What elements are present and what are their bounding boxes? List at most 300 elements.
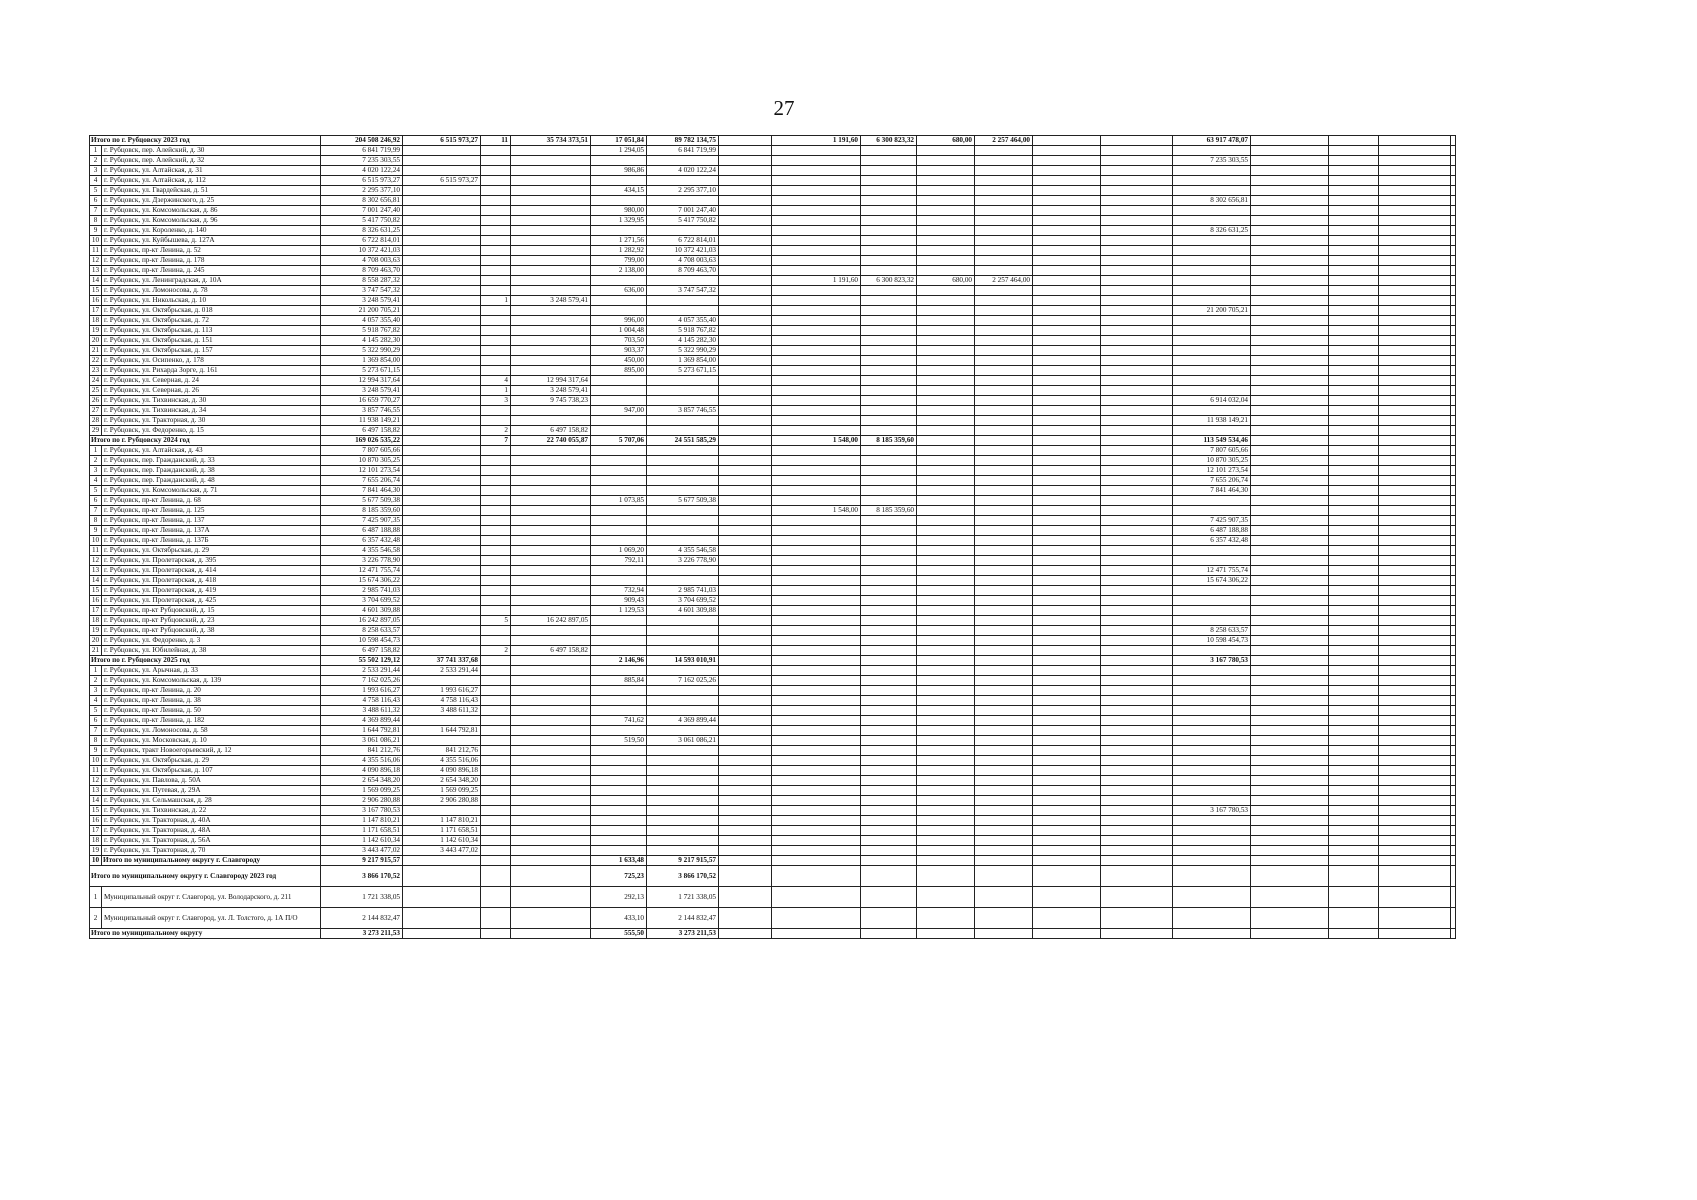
value-cell (1379, 356, 1451, 366)
address-cell: г. Рубцовск, ул. Федоренко, д. 3 (102, 636, 321, 646)
value-cell (481, 806, 511, 816)
value-cell (481, 696, 511, 706)
value-cell (403, 616, 481, 626)
value-cell: 909,43 (591, 596, 647, 606)
value-cell (1101, 826, 1173, 836)
value-cell: 3 167 780,53 (1173, 806, 1251, 816)
value-cell (1329, 526, 1379, 536)
value-cell (861, 346, 917, 356)
value-cell: 1 171 658,51 (403, 826, 481, 836)
value-cell: 4 090 896,18 (321, 766, 403, 776)
row-index: 17 (90, 826, 102, 836)
value-cell (591, 616, 647, 626)
value-cell (1451, 856, 1456, 866)
value-cell: 4 020 122,24 (321, 166, 403, 176)
value-cell (1251, 136, 1329, 146)
value-cell (861, 666, 917, 676)
table-row (90, 666, 1456, 676)
value-cell (917, 866, 975, 887)
value-cell (1033, 756, 1101, 766)
value-cell: 4 020 122,24 (647, 166, 719, 176)
value-cell (861, 316, 917, 326)
value-cell (719, 766, 772, 776)
address-cell: г. Рубцовск, ул. Ломоносова, д. 78 (102, 286, 321, 296)
value-cell (1329, 826, 1379, 836)
value-cell (772, 356, 861, 366)
value-cell (1033, 566, 1101, 576)
value-cell: 15 674 306,22 (1173, 576, 1251, 586)
value-cell (1101, 766, 1173, 776)
value-cell (481, 726, 511, 736)
value-cell (1033, 196, 1101, 206)
value-cell (719, 536, 772, 546)
address-cell: г. Рубцовск, ул. Октябрьская, д. 018 (102, 306, 321, 316)
value-cell (1251, 186, 1329, 196)
value-cell (772, 286, 861, 296)
value-cell (1379, 496, 1451, 506)
value-cell (1101, 406, 1173, 416)
value-cell (772, 386, 861, 396)
value-cell (917, 606, 975, 616)
value-cell: 1 142 610,34 (403, 836, 481, 846)
value-cell (719, 376, 772, 386)
value-cell (1173, 726, 1251, 736)
value-cell (917, 566, 975, 576)
value-cell (511, 156, 591, 166)
value-cell (1173, 696, 1251, 706)
value-cell (917, 476, 975, 486)
value-cell (1329, 726, 1379, 736)
value-cell (1033, 596, 1101, 606)
row-index: 26 (90, 396, 102, 406)
value-cell (772, 929, 861, 939)
value-cell (481, 226, 511, 236)
address-cell: г. Рубцовск, ул. Арычная, д. 33 (102, 666, 321, 676)
value-cell (1251, 456, 1329, 466)
row-index: 8 (90, 736, 102, 746)
value-cell (403, 446, 481, 456)
value-cell (861, 908, 917, 929)
value-cell: 12 994 317,64 (321, 376, 403, 386)
value-cell (861, 606, 917, 616)
value-cell (403, 866, 481, 887)
value-cell (511, 566, 591, 576)
value-cell (1101, 716, 1173, 726)
value-cell (1379, 826, 1451, 836)
value-cell (1101, 846, 1173, 856)
value-cell (917, 756, 975, 766)
value-cell (1101, 606, 1173, 616)
value-cell: 1 147 810,21 (403, 816, 481, 826)
value-cell (1451, 306, 1456, 316)
value-cell (1033, 706, 1101, 716)
value-cell (1379, 516, 1451, 526)
value-cell (975, 166, 1033, 176)
value-cell (1379, 286, 1451, 296)
value-cell (511, 456, 591, 466)
value-cell (1033, 136, 1101, 146)
value-cell (719, 246, 772, 256)
value-cell (1173, 866, 1251, 887)
value-cell (1101, 426, 1173, 436)
value-cell: 3 488 611,32 (403, 706, 481, 716)
address-cell: г. Рубцовск, пер. Гражданский, д. 48 (102, 476, 321, 486)
value-cell (591, 446, 647, 456)
value-cell (591, 636, 647, 646)
value-cell (511, 766, 591, 776)
value-cell (719, 686, 772, 696)
value-cell (772, 346, 861, 356)
value-cell (772, 236, 861, 246)
value-cell (1379, 706, 1451, 716)
value-cell (647, 426, 719, 436)
value-cell (591, 816, 647, 826)
value-cell (975, 376, 1033, 386)
value-cell (403, 466, 481, 476)
value-cell (1033, 466, 1101, 476)
value-cell (975, 796, 1033, 806)
value-cell (975, 586, 1033, 596)
table-row (90, 756, 1456, 766)
value-cell (1101, 556, 1173, 566)
value-cell (719, 566, 772, 576)
value-cell (861, 776, 917, 786)
value-cell (1033, 496, 1101, 506)
value-cell (1101, 306, 1173, 316)
value-cell (591, 756, 647, 766)
value-cell (1451, 136, 1456, 146)
value-cell: 434,15 (591, 186, 647, 196)
value-cell: 3 857 746,55 (321, 406, 403, 416)
row-index: 18 (90, 316, 102, 326)
value-cell (1173, 596, 1251, 606)
value-cell (1451, 336, 1456, 346)
value-cell (1251, 726, 1329, 736)
value-cell (719, 176, 772, 186)
total-label: Итого по муниципальному округу (90, 929, 321, 939)
value-cell: 6 841 719,99 (321, 146, 403, 156)
table-row (90, 156, 1456, 166)
value-cell (647, 386, 719, 396)
value-cell (975, 736, 1033, 746)
value-cell (719, 166, 772, 176)
value-cell: 6 515 973,27 (321, 176, 403, 186)
value-cell (1101, 166, 1173, 176)
value-cell (719, 666, 772, 676)
value-cell (1251, 887, 1329, 908)
value-cell (1033, 176, 1101, 186)
value-cell (861, 496, 917, 506)
value-cell (917, 526, 975, 536)
value-cell (647, 526, 719, 536)
value-cell: 519,50 (591, 736, 647, 746)
value-cell (1451, 756, 1456, 766)
value-cell (481, 546, 511, 556)
value-cell (1379, 266, 1451, 276)
address-cell: г. Рубцовск, ул. Алтайская, д. 112 (102, 176, 321, 186)
value-cell (1379, 376, 1451, 386)
value-cell (1033, 786, 1101, 796)
value-cell (1379, 636, 1451, 646)
table-row (90, 206, 1456, 216)
value-cell (772, 908, 861, 929)
value-cell (511, 476, 591, 486)
value-cell (1173, 606, 1251, 616)
value-cell: 4 145 282,30 (321, 336, 403, 346)
value-cell: 1 548,00 (772, 436, 861, 446)
value-cell: 947,00 (591, 406, 647, 416)
value-cell (917, 196, 975, 206)
value-cell (975, 496, 1033, 506)
value-cell (1379, 256, 1451, 266)
value-cell (861, 356, 917, 366)
value-cell (861, 226, 917, 236)
value-cell (719, 929, 772, 939)
value-cell (975, 676, 1033, 686)
value-cell (1251, 466, 1329, 476)
value-cell (481, 406, 511, 416)
value-cell (975, 908, 1033, 929)
value-cell (403, 426, 481, 436)
row-index: 4 (90, 176, 102, 186)
value-cell: 3 061 086,21 (647, 736, 719, 746)
value-cell (1451, 206, 1456, 216)
address-cell: г. Рубцовск, ул. Октябрьская, д. 107 (102, 766, 321, 776)
value-cell (1379, 326, 1451, 336)
value-cell (772, 756, 861, 766)
value-cell (1329, 766, 1379, 776)
value-cell (1329, 356, 1379, 366)
value-cell (975, 636, 1033, 646)
value-cell (511, 536, 591, 546)
value-cell (772, 326, 861, 336)
value-cell (1033, 696, 1101, 706)
table-row (90, 716, 1456, 726)
value-cell: 8 258 633,57 (1173, 626, 1251, 636)
value-cell (917, 256, 975, 266)
value-cell (772, 186, 861, 196)
value-cell: 11 (481, 136, 511, 146)
value-cell: 4 369 899,44 (321, 716, 403, 726)
value-cell (1379, 676, 1451, 686)
address-cell: г. Рубцовск, ул. Алтайская, д. 31 (102, 166, 321, 176)
value-cell (917, 436, 975, 446)
value-cell (1329, 366, 1379, 376)
value-cell (975, 716, 1033, 726)
value-cell (1379, 546, 1451, 556)
value-cell: 2 654 348,20 (321, 776, 403, 786)
row-index: 12 (90, 556, 102, 566)
row-index: 13 (90, 566, 102, 576)
table-row (90, 616, 1456, 626)
row-index: 5 (90, 486, 102, 496)
value-cell (1033, 396, 1101, 406)
value-cell (975, 426, 1033, 436)
value-cell (403, 908, 481, 929)
value-cell (591, 686, 647, 696)
row-index: 12 (90, 776, 102, 786)
value-cell (511, 366, 591, 376)
value-cell (1173, 736, 1251, 746)
value-cell (1251, 929, 1329, 939)
value-cell (481, 366, 511, 376)
value-cell (1251, 676, 1329, 686)
total-row (90, 656, 1456, 666)
value-cell (1033, 216, 1101, 226)
value-cell (917, 908, 975, 929)
value-cell (772, 626, 861, 636)
row-index: 3 (90, 466, 102, 476)
value-cell (1173, 836, 1251, 846)
value-cell (1329, 546, 1379, 556)
table-row (90, 326, 1456, 336)
value-cell (1329, 786, 1379, 796)
row-index: 10 (90, 856, 102, 866)
value-cell (1033, 556, 1101, 566)
value-cell (861, 486, 917, 496)
value-cell (1101, 836, 1173, 846)
value-cell (1379, 746, 1451, 756)
value-cell (511, 316, 591, 326)
value-cell (1033, 456, 1101, 466)
value-cell (1033, 166, 1101, 176)
value-cell (975, 686, 1033, 696)
value-cell (861, 146, 917, 156)
value-cell (975, 486, 1033, 496)
value-cell (917, 216, 975, 226)
value-cell (1101, 526, 1173, 536)
value-cell (917, 486, 975, 496)
value-cell (917, 306, 975, 316)
value-cell (917, 816, 975, 826)
value-cell (772, 366, 861, 376)
address-cell: г. Рубцовск, пр-кт Ленина, д. 68 (102, 496, 321, 506)
value-cell (481, 606, 511, 616)
value-cell (861, 756, 917, 766)
table-row (90, 466, 1456, 476)
value-cell (1173, 776, 1251, 786)
value-cell (975, 786, 1033, 796)
value-cell: 6 497 158,82 (321, 646, 403, 656)
value-cell: 3 747 547,32 (647, 286, 719, 296)
value-cell (591, 396, 647, 406)
value-cell (975, 186, 1033, 196)
address-cell: г. Рубцовск, ул. Рихарда Зорге, д. 161 (102, 366, 321, 376)
value-cell (861, 806, 917, 816)
value-cell (481, 286, 511, 296)
value-cell (719, 706, 772, 716)
value-cell (772, 256, 861, 266)
value-cell (719, 196, 772, 206)
value-cell (719, 776, 772, 786)
value-cell (861, 186, 917, 196)
value-cell (511, 756, 591, 766)
value-cell (511, 406, 591, 416)
value-cell: 8 326 631,25 (321, 226, 403, 236)
value-cell (1251, 216, 1329, 226)
value-cell (1379, 536, 1451, 546)
value-cell (403, 536, 481, 546)
value-cell (511, 236, 591, 246)
value-cell (647, 706, 719, 716)
value-cell (1379, 386, 1451, 396)
value-cell (1451, 706, 1456, 716)
value-cell (861, 236, 917, 246)
value-cell (975, 206, 1033, 216)
value-cell (1251, 286, 1329, 296)
address-cell: г. Рубцовск, ул. Северная, д. 24 (102, 376, 321, 386)
address-cell: г. Рубцовск, ул. Тракторная, д. 56А (102, 836, 321, 846)
value-cell (975, 306, 1033, 316)
value-cell: 4 355 546,58 (321, 546, 403, 556)
value-cell (1251, 576, 1329, 586)
value-cell (1379, 246, 1451, 256)
value-cell (1033, 836, 1101, 846)
value-cell (861, 256, 917, 266)
value-cell (917, 226, 975, 236)
value-cell (511, 846, 591, 856)
value-cell: 1 142 610,34 (321, 836, 403, 846)
value-cell: 1 191,60 (772, 136, 861, 146)
value-cell (1379, 236, 1451, 246)
value-cell: 3 248 579,41 (321, 386, 403, 396)
value-cell (1379, 296, 1451, 306)
value-cell (481, 336, 511, 346)
value-cell: 21 200 705,21 (1173, 306, 1251, 316)
value-cell (511, 466, 591, 476)
value-cell (917, 536, 975, 546)
budget-table (89, 135, 1456, 939)
value-cell (975, 726, 1033, 736)
table-row (90, 576, 1456, 586)
value-cell: 725,23 (591, 866, 647, 887)
value-cell: 3 248 579,41 (321, 296, 403, 306)
value-cell (1251, 696, 1329, 706)
value-cell: 4 708 003,63 (321, 256, 403, 266)
value-cell (1173, 756, 1251, 766)
value-cell (511, 246, 591, 256)
address-cell: г. Рубцовск, ул. Ленинградская, д. 10А (102, 276, 321, 286)
value-cell (772, 816, 861, 826)
value-cell (1033, 536, 1101, 546)
address-cell: г. Рубцовск, пер. Гражданский, д. 38 (102, 466, 321, 476)
address-cell: г. Рубцовск, ул. Путевая, д. 29А (102, 786, 321, 796)
value-cell (1101, 736, 1173, 746)
value-cell (511, 716, 591, 726)
value-cell (1251, 908, 1329, 929)
table-row (90, 586, 1456, 596)
value-cell (1329, 146, 1379, 156)
value-cell (1251, 156, 1329, 166)
value-cell (1173, 676, 1251, 686)
address-cell: г. Рубцовск, ул. Московская, д. 10 (102, 736, 321, 746)
value-cell (1033, 666, 1101, 676)
value-cell (403, 929, 481, 939)
value-cell (975, 146, 1033, 156)
row-index: 21 (90, 346, 102, 356)
value-cell: 8 185 359,60 (861, 436, 917, 446)
value-cell (975, 856, 1033, 866)
value-cell (861, 676, 917, 686)
value-cell: 1 073,85 (591, 496, 647, 506)
value-cell (1101, 908, 1173, 929)
value-cell (1329, 646, 1379, 656)
value-cell (772, 736, 861, 746)
address-cell: г. Рубцовск, ул. Тихвинская, д. 30 (102, 396, 321, 406)
value-cell (647, 506, 719, 516)
value-cell (1033, 306, 1101, 316)
value-cell (917, 616, 975, 626)
